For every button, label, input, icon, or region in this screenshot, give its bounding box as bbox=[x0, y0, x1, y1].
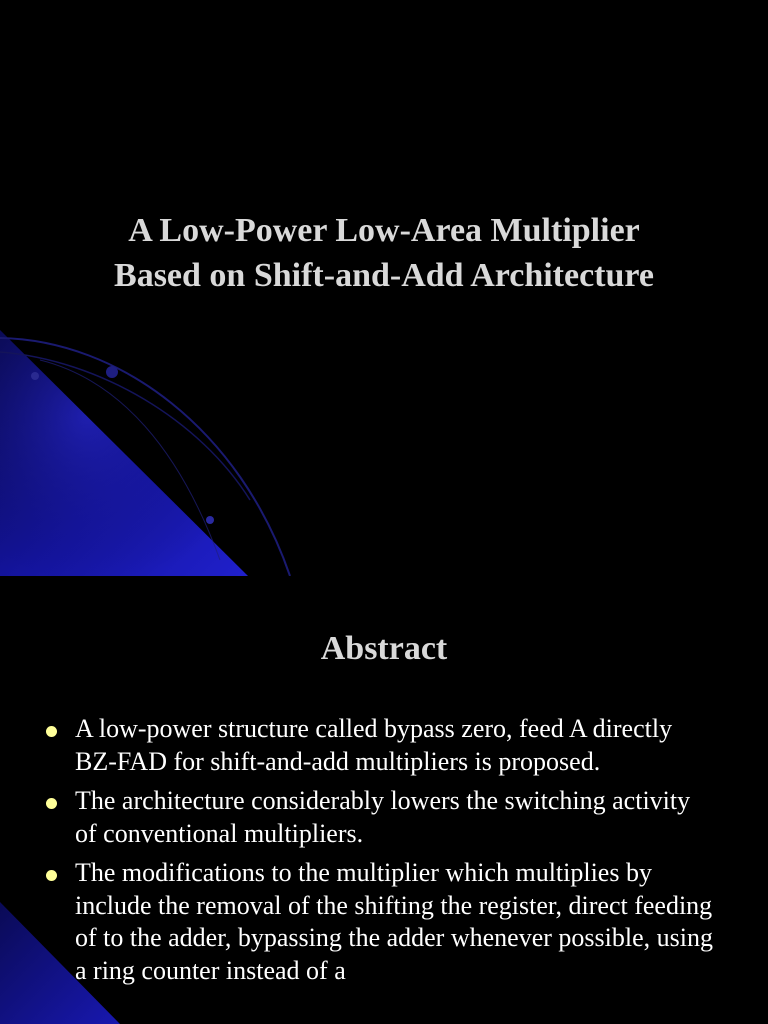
orbit-dot-1 bbox=[31, 372, 39, 380]
bullet-dot-icon bbox=[46, 798, 57, 809]
abstract-heading: Abstract bbox=[320, 630, 448, 667]
bullet-dot-icon bbox=[46, 726, 57, 737]
bullet-dot-icon bbox=[46, 870, 57, 881]
abstract-bullet-list bbox=[0, 713, 768, 994]
abstract-slide bbox=[0, 576, 768, 1024]
bullet-text: The architecture considerably lowers the switching activity of conventional multipliers. bbox=[75, 786, 691, 848]
bullet-text: A low-power structure called bypass zero, feed A directly BZ-FAD for shift-and-add multipliers is proposed. bbox=[75, 714, 673, 776]
bullet-item bbox=[0, 785, 768, 850]
orbit-dot-2 bbox=[106, 366, 118, 378]
slide-title-line-1: A Low-Power Low-Area Multiplier bbox=[128, 212, 640, 249]
orbit-dot-3 bbox=[206, 516, 214, 524]
bullet-text: The modifications to the multiplier which multiplies by include the removal of the shifting the register, direct feeding of to the adder, bypassing the adder whenever possible, using a ring counter instead of a bbox=[75, 858, 713, 985]
bullet-item bbox=[0, 713, 768, 778]
slide-title-line-2: Based on Shift-and-Add Architecture bbox=[114, 257, 654, 294]
slide-title bbox=[0, 208, 768, 298]
bullet-item bbox=[0, 857, 768, 987]
